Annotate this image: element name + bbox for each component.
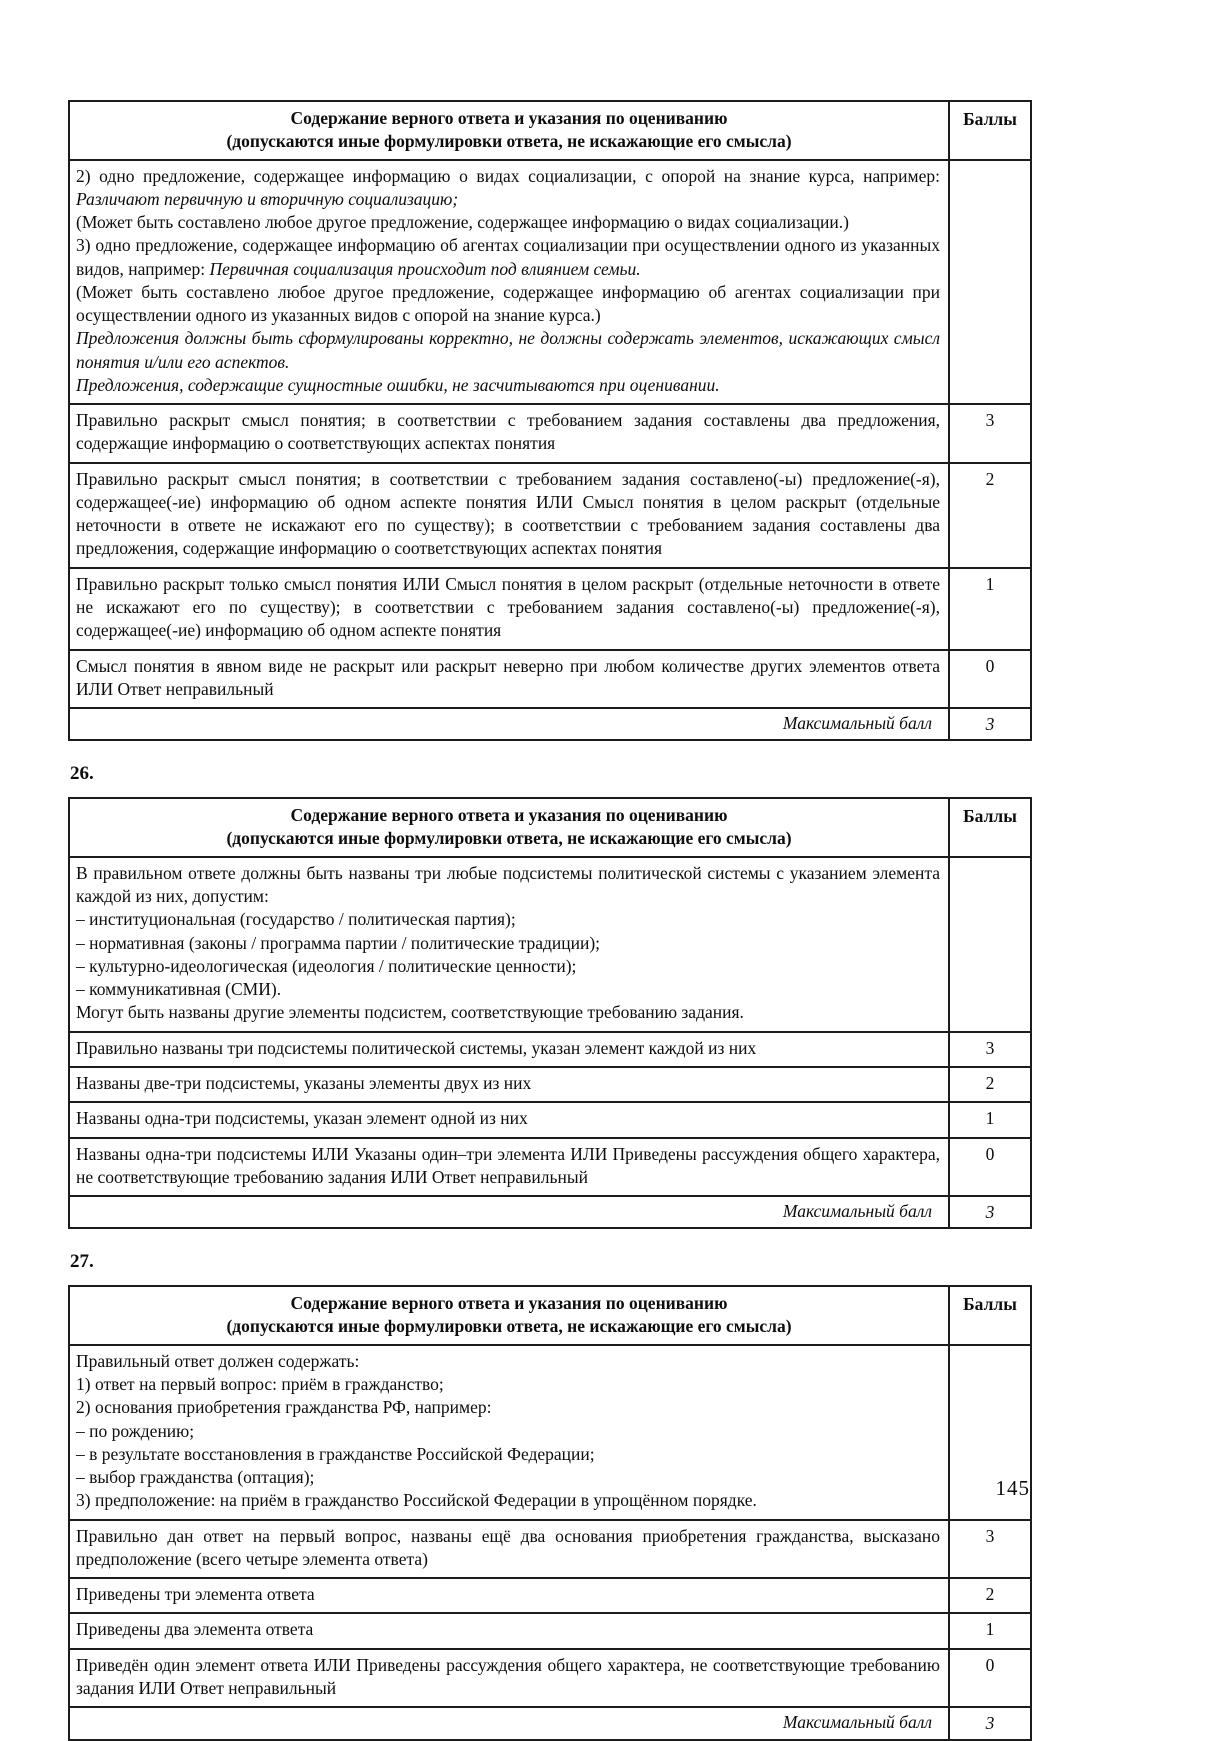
table-header-score-label: Баллы	[949, 101, 1031, 160]
score-value	[949, 857, 1031, 1032]
table-header-score-label: Баллы	[949, 1286, 1031, 1345]
max-score-label: Максимальный балл	[69, 1707, 949, 1739]
criteria-text: Правильно раскрыт смысл понятия; в соответствии с требованием задания составлены два предложения, содержащие информацию о соответствующих аспектах понятия	[69, 404, 949, 463]
score-value: 1	[949, 1102, 1031, 1137]
score-value: 0	[949, 1649, 1031, 1708]
score-value: 3	[949, 404, 1031, 463]
score-value: 0	[949, 650, 1031, 709]
max-score-value: 3	[949, 1707, 1031, 1739]
max-score-value: 3	[949, 708, 1031, 740]
table-header-title: Содержание верного ответа и указания по оцениванию	[290, 805, 728, 826]
criteria-text: Правильно дан ответ на первый вопрос, названы ещё два основания приобретения гражданства, высказано предположение (всего четыре элемента ответа)	[69, 1520, 949, 1579]
table-row	[69, 1345, 1031, 1520]
table-header-title: Содержание верного ответа и указания по оцениванию	[290, 108, 728, 128]
criteria-text: Смысл понятия в явном виде не раскрыт или раскрыт неверно при любом количестве других элементов ответа ИЛИ Ответ неправильный	[69, 650, 949, 709]
table-row	[69, 568, 1031, 650]
table-row	[69, 1067, 1031, 1102]
table-header-row	[69, 101, 1031, 160]
scoring-table-task-27	[68, 1285, 1032, 1740]
criteria-text: 2) одно предложение, содержащее информацию о видах социализации, с опорой на знание курса, например: Различают первичную и вторичную социализацию; (Может быть составлено любое другое предложение, содержащее информацию о видах социализации.) 3) одно предложение, содержащее информацию об агентах социализации при осуществлении одного из указанных видов, например: Первичная социализация происходит под влиянием семьи. (Может быть составлено любое другое предложение, содержащее информацию об агентах социализации при осуществлении одного из указанных видов с опорой на знание курса.) Предложения должны быть сформулированы корректно, не должны содержать элементов, искажающих смысл понятия и/или его аспектов. Предложения, содержащие сущностные ошибки, не засчитываются при оценивании.	[69, 160, 949, 405]
criteria-text: Названы две-три подсистемы, указаны элементы двух из них	[69, 1067, 949, 1102]
criteria-text: Правильно раскрыт только смысл понятия ИЛИ Смысл понятия в целом раскрыт (отдельные неточности в ответе не искажают его по существу); в соответствии с требованием задания составлено(-ы) предложение(-я), содержащее(-ие) информацию об одном аспекте понятия	[69, 568, 949, 650]
table-row	[69, 463, 1031, 568]
max-score-row	[69, 708, 1031, 740]
table-row	[69, 160, 1031, 405]
score-value: 3	[949, 1520, 1031, 1579]
criteria-text: Приведены три элемента ответа	[69, 1578, 949, 1613]
criteria-text: Приведён один элемент ответа ИЛИ Приведены рассуждения общего характера, не соответствующие требованию задания ИЛИ Ответ неправильный	[69, 1649, 949, 1708]
criteria-text: Приведены два элемента ответа	[69, 1613, 949, 1648]
table-row	[69, 1613, 1031, 1648]
score-value	[949, 160, 1031, 405]
scoring-table-task-25	[68, 100, 1032, 741]
score-value: 2	[949, 1578, 1031, 1613]
score-value: 1	[949, 1613, 1031, 1648]
criteria-text: Правильно раскрыт смысл понятия; в соответствии с требованием задания составлено(-ы) предложение(-я), содержащее(-ие) информацию об одном аспекте понятия ИЛИ Смысл понятия в целом раскрыт (отдельные неточности в ответе не искажают его по существу); в соответствии с требованием задания составлены два предложения, содержащие информацию о соответствующих аспектах понятия	[69, 463, 949, 568]
table-header-content	[69, 101, 949, 160]
section-number-26: 26.	[70, 763, 94, 785]
score-value: 2	[949, 1067, 1031, 1102]
scoring-table-task-26	[68, 797, 1032, 1229]
criteria-text: Правильный ответ должен содержать: 1) ответ на первый вопрос: приём в гражданство; 2) основания приобретения гражданства РФ, например: – по рождению; – в результате восстановления в гражданстве Российской Федерации; – выбор гражданства (оптация); 3) предположение: на приём в гражданство Российской Федерации в упрощённом порядке.	[69, 1345, 949, 1520]
table-header-subtitle: (допускаются иные формулировки ответа, не искажающие его смысла)	[226, 828, 792, 849]
table-row	[69, 1138, 1031, 1197]
criteria-text: В правильном ответе должны быть названы три любые подсистемы политической системы с указанием элемента каждой из них, допустим: – институциональная (государство / политическая партия); – нормативная (законы / программа партии / политические традиции); – культурно-идеологическая (идеология / политические ценности); – коммуникативная (СМИ). Могут быть названы другие элементы подсистем, соответствующие требованию задания.	[69, 857, 949, 1032]
table-row	[69, 857, 1031, 1032]
max-score-label: Максимальный балл	[69, 1196, 949, 1228]
table-row	[69, 1578, 1031, 1613]
table-header-subtitle: (допускаются иные формулировки ответа, не искажающие его смысла)	[226, 1316, 792, 1337]
max-score-label: Максимальный балл	[69, 708, 949, 740]
table-row	[69, 1032, 1031, 1067]
table-row	[69, 1649, 1031, 1708]
max-score-row	[69, 1707, 1031, 1739]
table-header-subtitle: (допускаются иные формулировки ответа, не искажающие его смысла)	[226, 130, 792, 151]
score-value: 3	[949, 1032, 1031, 1067]
criteria-text: Правильно названы три подсистемы политической системы, указан элемент каждой из них	[69, 1032, 949, 1067]
table-header-score-label: Баллы	[949, 798, 1031, 857]
table-header-content	[69, 798, 949, 857]
table-header-row	[69, 798, 1031, 857]
table-header-title: Содержание верного ответа и указания по оцениванию	[290, 1293, 728, 1314]
table-row	[69, 650, 1031, 709]
score-value: 0	[949, 1138, 1031, 1197]
criteria-text: Названы одна-три подсистемы, указан элемент одной из них	[69, 1102, 949, 1137]
max-score-value: 3	[949, 1196, 1031, 1228]
table-row	[69, 1520, 1031, 1579]
max-score-row	[69, 1196, 1031, 1228]
score-value: 2	[949, 463, 1031, 568]
table-header-row	[69, 1286, 1031, 1345]
table-row	[69, 404, 1031, 463]
section-number-27: 27.	[70, 1251, 94, 1273]
table-header-content	[69, 1286, 949, 1345]
score-value: 1	[949, 568, 1031, 650]
table-row	[69, 1102, 1031, 1137]
page-number: 145	[995, 1476, 1030, 1500]
criteria-text: Названы одна-три подсистемы ИЛИ Указаны один–три элемента ИЛИ Приведены рассуждения общего характера, не соответствующие требованию задания ИЛИ Ответ неправильный	[69, 1138, 949, 1197]
